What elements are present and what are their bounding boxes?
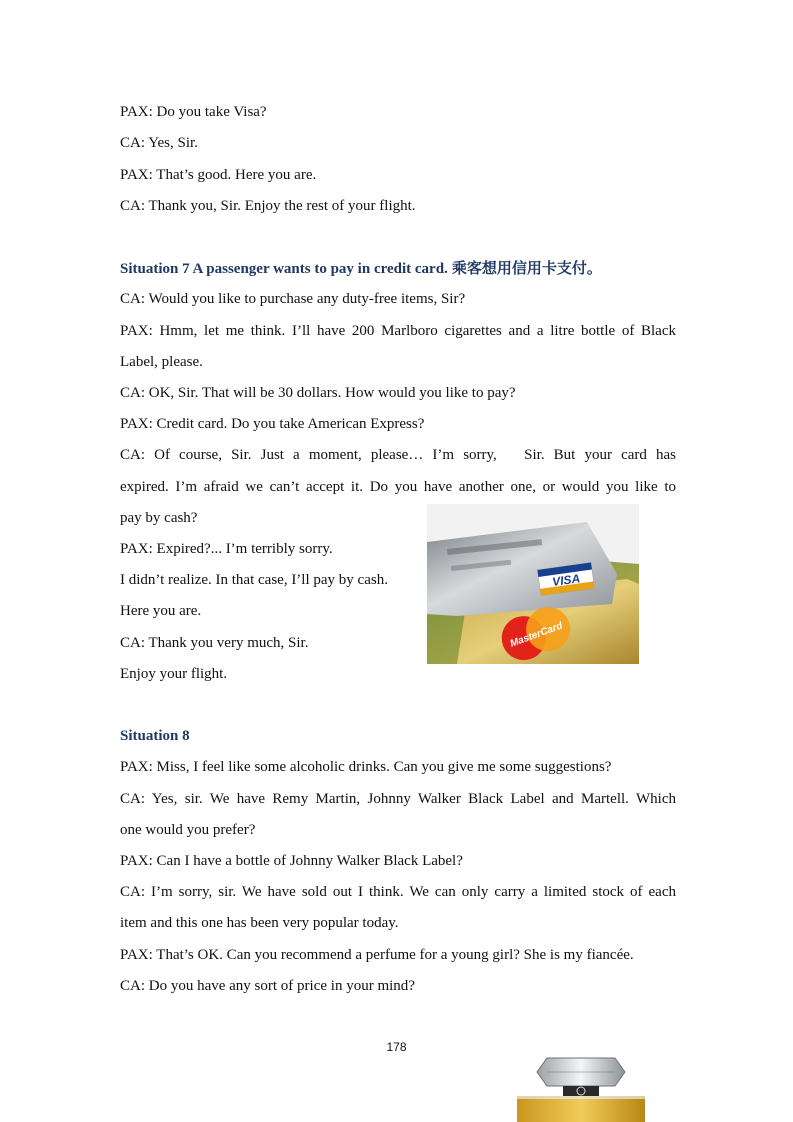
visa-logo-text: VISA bbox=[551, 571, 581, 590]
dialogue-line: pay by cash? bbox=[120, 510, 198, 526]
dialogue-line: CA: Yes, sir. We have Remy Martin, Johnny Walker Black Label and Martell. Which bbox=[120, 791, 676, 807]
situation-7-heading bbox=[120, 258, 676, 279]
dialogue-line: PAX: Hmm, let me think. I’ll have 200 Marlboro cigarettes and a litre bottle of Black bbox=[120, 323, 676, 339]
dialogue-line: PAX: That’s OK. Can you recommend a perfume for a young girl? She is my fiancée. bbox=[120, 947, 634, 963]
dialogue-line: CA: Yes, Sir. bbox=[120, 135, 198, 151]
dialogue-line: item and this one has been very popular today. bbox=[120, 915, 399, 931]
dialogue-line: one would you prefer? bbox=[120, 822, 256, 838]
situation-7-heading-zh: 乘客想用信用卡支付。 bbox=[451, 259, 602, 277]
mastercard-logo-text: MasterCard bbox=[508, 620, 565, 650]
dialogue-line: Label, please. bbox=[120, 354, 203, 370]
dialogue-line: CA: I’m sorry, sir. We have sold out I think. We can only carry a limited stock of each bbox=[120, 884, 676, 900]
dialogue-line: CA: Thank you very much, Sir. bbox=[120, 635, 309, 651]
dialogue-line: PAX: Credit card. Do you take American Express? bbox=[120, 416, 425, 432]
dialogue-line: PAX: Expired?... I’m terribly sorry. bbox=[120, 541, 333, 557]
dialogue-line: PAX: Do you take Visa? bbox=[120, 104, 267, 120]
credit-cards-image bbox=[427, 504, 639, 664]
dialogue-line: CA: OK, Sir. That will be 30 dollars. How would you like to pay? bbox=[120, 385, 516, 401]
dialogue-line: CA: Of course, Sir. Just a moment, please… I’m sorry, Sir. But your card has bbox=[120, 447, 676, 463]
dialogue-line: expired. I’m afraid we can’t accept it. Do you have another one, or would you like to bbox=[120, 479, 676, 495]
dialogue-line: I didn’t realize. In that case, I’ll pay by cash. bbox=[120, 572, 388, 588]
dialogue-line: PAX: Miss, I feel like some alcoholic drinks. Can you give me some suggestions? bbox=[120, 759, 612, 775]
situation-8-heading: Situation 8 bbox=[120, 728, 190, 744]
dialogue-line: CA: Thank you, Sir. Enjoy the rest of your flight. bbox=[120, 198, 416, 214]
dialogue-line: Enjoy your flight. bbox=[120, 666, 228, 682]
dialogue-line: PAX: Can I have a bottle of Johnny Walker Black Label? bbox=[120, 853, 463, 869]
dialogue-line: CA: Would you like to purchase any duty-free items, Sir? bbox=[120, 291, 466, 307]
perfume-bottle-image bbox=[517, 1050, 645, 1122]
page-number: 178 bbox=[386, 1040, 407, 1054]
dialogue-line: Here you are. bbox=[120, 603, 202, 619]
dialogue-line: PAX: That’s good. Here you are. bbox=[120, 167, 317, 183]
dialogue-line: CA: Do you have any sort of price in your mind? bbox=[120, 978, 415, 994]
situation-7-heading-en: Situation 7 A passenger wants to pay in credit card. bbox=[120, 261, 448, 277]
